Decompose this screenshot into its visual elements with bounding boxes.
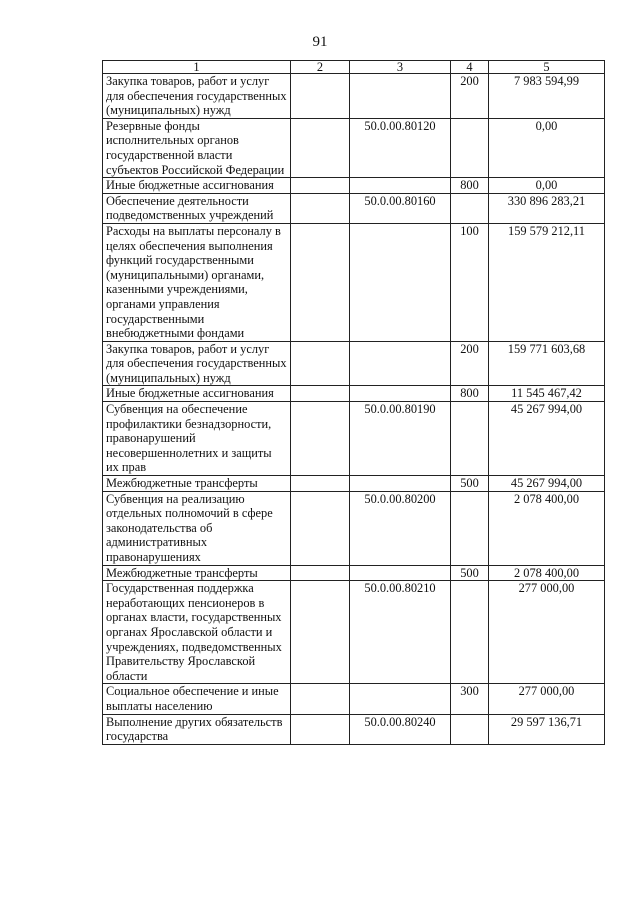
table-row xyxy=(103,223,605,341)
row-expense-type: 500 xyxy=(451,565,489,581)
row-expense-type: 500 xyxy=(451,476,489,492)
table-row xyxy=(103,402,605,476)
row-col2 xyxy=(291,193,350,223)
row-target-code xyxy=(350,565,451,581)
row-amount: 0,00 xyxy=(489,178,605,194)
table-row xyxy=(103,565,605,581)
row-amount: 2 078 400,00 xyxy=(489,491,605,565)
row-expense-type xyxy=(451,193,489,223)
row-name: Государственная поддержка неработающих пенсионеров в органах власти, государственных органах Ярославской области и учреждениях, подведомственных Правительству Ярославской области xyxy=(103,581,291,684)
row-target-code: 50.0.00.80190 xyxy=(350,402,451,476)
row-expense-type: 300 xyxy=(451,684,489,714)
row-target-code: 50.0.00.80240 xyxy=(350,714,451,744)
column-header-2: 2 xyxy=(291,61,350,74)
row-amount: 11 545 467,42 xyxy=(489,386,605,402)
page-number: 91 xyxy=(312,34,328,50)
row-target-code xyxy=(350,74,451,119)
row-name: Закупка товаров, работ и услуг для обеспечения государственных (муниципальных) нужд xyxy=(103,341,291,386)
row-target-code: 50.0.00.80210 xyxy=(350,581,451,684)
row-target-code xyxy=(350,178,451,194)
table-header-row xyxy=(103,61,605,74)
row-target-code: 50.0.00.80200 xyxy=(350,491,451,565)
row-amount: 45 267 994,00 xyxy=(489,402,605,476)
table-row xyxy=(103,581,605,684)
column-header-5: 5 xyxy=(489,61,605,74)
row-name: Иные бюджетные ассигнования xyxy=(103,386,291,402)
row-expense-type: 200 xyxy=(451,341,489,386)
row-expense-type: 200 xyxy=(451,74,489,119)
row-col2 xyxy=(291,118,350,177)
table-row xyxy=(103,178,605,194)
row-expense-type xyxy=(451,714,489,744)
table-row xyxy=(103,386,605,402)
row-col2 xyxy=(291,223,350,341)
row-target-code xyxy=(350,386,451,402)
row-amount: 0,00 xyxy=(489,118,605,177)
row-col2 xyxy=(291,476,350,492)
row-amount: 45 267 994,00 xyxy=(489,476,605,492)
row-col2 xyxy=(291,565,350,581)
row-amount: 159 771 603,68 xyxy=(489,341,605,386)
row-target-code xyxy=(350,223,451,341)
table-row xyxy=(103,714,605,744)
row-name: Обеспечение деятельности подведомственных учреждений xyxy=(103,193,291,223)
row-target-code: 50.0.00.80160 xyxy=(350,193,451,223)
row-amount: 2 078 400,00 xyxy=(489,565,605,581)
row-col2 xyxy=(291,386,350,402)
column-header-4: 4 xyxy=(451,61,489,74)
row-amount: 159 579 212,11 xyxy=(489,223,605,341)
row-expense-type xyxy=(451,491,489,565)
row-expense-type xyxy=(451,402,489,476)
row-name: Межбюджетные трансферты xyxy=(103,476,291,492)
table-row xyxy=(103,491,605,565)
row-name: Закупка товаров, работ и услуг для обеспечения государственных (муниципальных) нужд xyxy=(103,74,291,119)
row-amount: 277 000,00 xyxy=(489,581,605,684)
table-row xyxy=(103,684,605,714)
row-name: Субвенция на реализацию отдельных полномочий в сфере законодательства об административных правонарушениях xyxy=(103,491,291,565)
row-expense-type xyxy=(451,581,489,684)
row-expense-type xyxy=(451,118,489,177)
table-row xyxy=(103,341,605,386)
row-name: Выполнение других обязательств государства xyxy=(103,714,291,744)
column-header-1: 1 xyxy=(103,61,291,74)
row-expense-type: 100 xyxy=(451,223,489,341)
row-amount: 277 000,00 xyxy=(489,684,605,714)
row-target-code xyxy=(350,341,451,386)
table-row xyxy=(103,476,605,492)
row-name: Межбюджетные трансферты xyxy=(103,565,291,581)
table-row xyxy=(103,74,605,119)
row-name: Иные бюджетные ассигнования xyxy=(103,178,291,194)
row-amount: 330 896 283,21 xyxy=(489,193,605,223)
column-header-3: 3 xyxy=(350,61,451,74)
row-col2 xyxy=(291,178,350,194)
budget-table xyxy=(102,60,605,745)
row-expense-type: 800 xyxy=(451,386,489,402)
row-col2 xyxy=(291,491,350,565)
row-name: Социальное обеспечение и иные выплаты населению xyxy=(103,684,291,714)
row-name: Резервные фонды исполнительных органов государственной власти субъектов Российской Федерации xyxy=(103,118,291,177)
row-target-code xyxy=(350,684,451,714)
row-col2 xyxy=(291,581,350,684)
row-target-code xyxy=(350,476,451,492)
row-amount: 7 983 594,99 xyxy=(489,74,605,119)
row-col2 xyxy=(291,402,350,476)
row-amount: 29 597 136,71 xyxy=(489,714,605,744)
row-col2 xyxy=(291,684,350,714)
row-target-code: 50.0.00.80120 xyxy=(350,118,451,177)
row-name: Субвенция на обеспечение профилактики безнадзорности, правонарушений несовершеннолетних и защиты их прав xyxy=(103,402,291,476)
row-col2 xyxy=(291,74,350,119)
row-name: Расходы на выплаты персоналу в целях обеспечения выполнения функций государственными (муниципальными) органами, казенными учреждениями, органами управления государственными внебюджетными фондами xyxy=(103,223,291,341)
row-expense-type: 800 xyxy=(451,178,489,194)
row-col2 xyxy=(291,714,350,744)
row-col2 xyxy=(291,341,350,386)
table-row xyxy=(103,193,605,223)
table-row xyxy=(103,118,605,177)
